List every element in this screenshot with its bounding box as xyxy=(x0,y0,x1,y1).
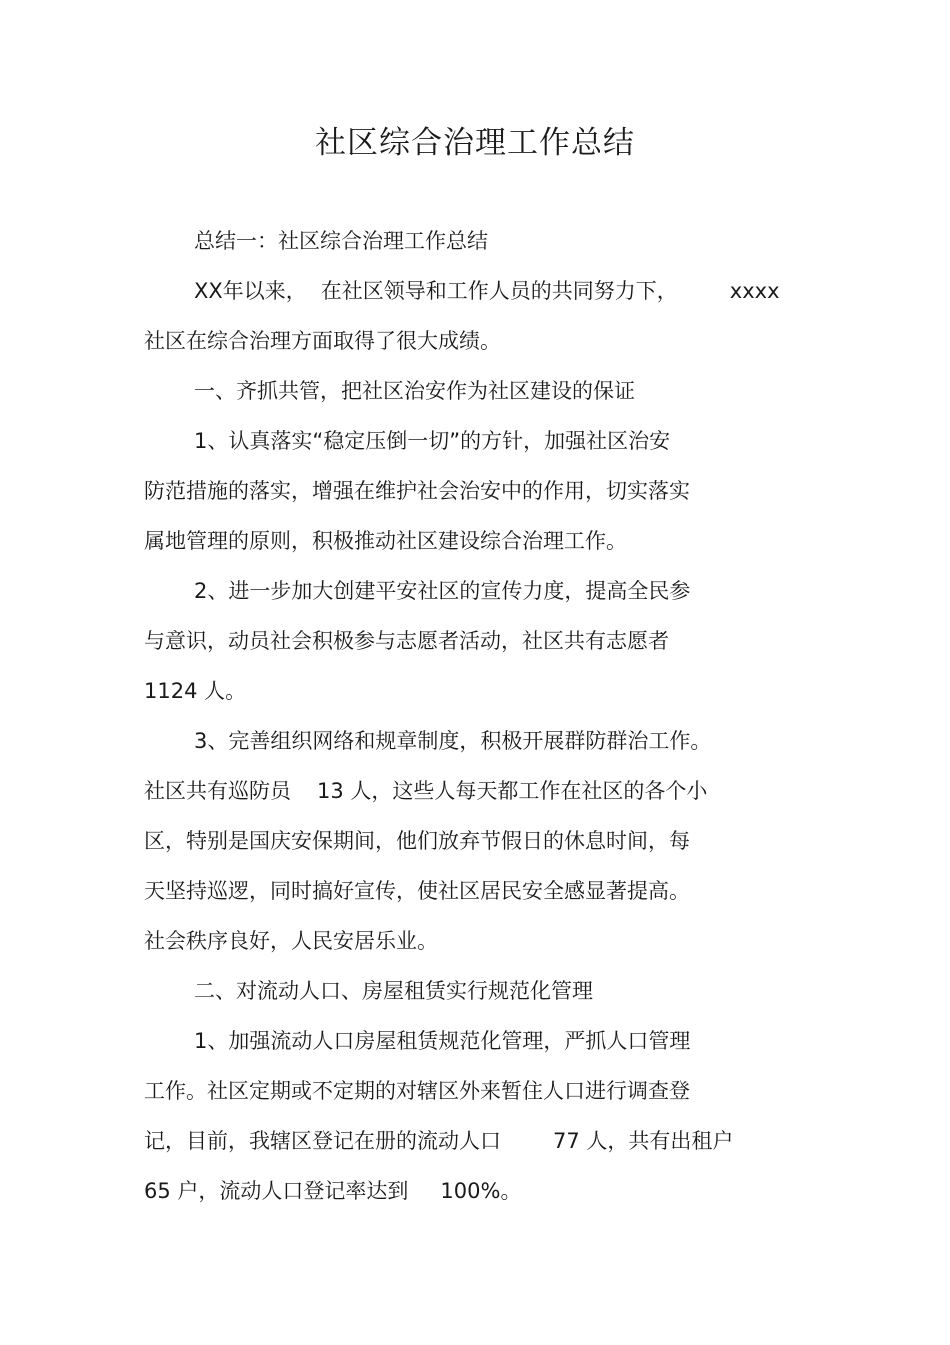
text-segment: 13 人，这些人每天都工作在社区的各个小 xyxy=(317,779,708,803)
paragraph-line: 1、加强流动人口房屋租赁规范化管理，严抓人口管理 xyxy=(194,1029,691,1053)
paragraph-line xyxy=(144,1126,733,1156)
paragraph-line: 1、认真落实“稳定压倒一切”的方针，加强社区治安 xyxy=(194,429,671,453)
text-segment: 77 人，共有出租户 xyxy=(553,1129,734,1153)
text-segment: 记，目前，我辖区登记在册的流动人口 xyxy=(144,1129,501,1153)
paragraph-line: 工作。社区定期或不定期的对辖区外来暂住人口进行调查登 xyxy=(144,1079,690,1103)
paragraph-line: 3、完善组织网络和规章制度，积极开展群防群治工作。 xyxy=(194,729,712,753)
paragraph-line: 属地管理的原则，积极推动社区建设综合治理工作。 xyxy=(144,529,627,553)
text-segment: XX年以来， xyxy=(194,279,307,303)
text-segment: 65 户，流动人口登记率达到 xyxy=(144,1179,409,1203)
section-heading: 二、对流动人口、房屋租赁实行规范化管理 xyxy=(194,979,593,1003)
paragraph-line: 社区在综合治理方面取得了很大成绩。 xyxy=(144,329,501,353)
section-heading: 一、齐抓共管，把社区治安作为社区建设的保证 xyxy=(194,379,635,403)
paragraph-line: 1124 人。 xyxy=(144,679,247,703)
paragraph-line: 天坚持巡逻，同时搞好宣传，使社区居民安全感显著提高。 xyxy=(144,879,690,903)
subtitle-line: 总结一：社区综合治理工作总结 xyxy=(194,229,488,253)
text-segment: xxxx xyxy=(729,279,780,303)
paragraph-line: 2、进一步加大创建平安社区的宣传力度，提高全民参 xyxy=(194,579,691,603)
text-segment: 社区共有巡防员 xyxy=(144,779,291,803)
paragraph-line: 社会秩序良好，人民安居乐业。 xyxy=(144,929,438,953)
document-title: 社区综合治理工作总结 xyxy=(315,125,635,161)
paragraph-line: 区，特别是国庆安保期间，他们放弃节假日的休息时间，每 xyxy=(144,829,690,853)
text-segment: 100%。 xyxy=(440,1179,522,1203)
paragraph-line: 与意识，动员社会积极参与志愿者活动，社区共有志愿者 xyxy=(144,629,669,653)
text-segment: 在社区领导和工作人员的共同努力下， xyxy=(320,279,678,303)
paragraph-line xyxy=(144,776,707,806)
paragraph-line: 防范措施的落实，增强在维护社会治安中的作用，切实落实 xyxy=(144,479,690,503)
paragraph-line xyxy=(144,1176,521,1206)
paragraph-line xyxy=(194,276,780,306)
